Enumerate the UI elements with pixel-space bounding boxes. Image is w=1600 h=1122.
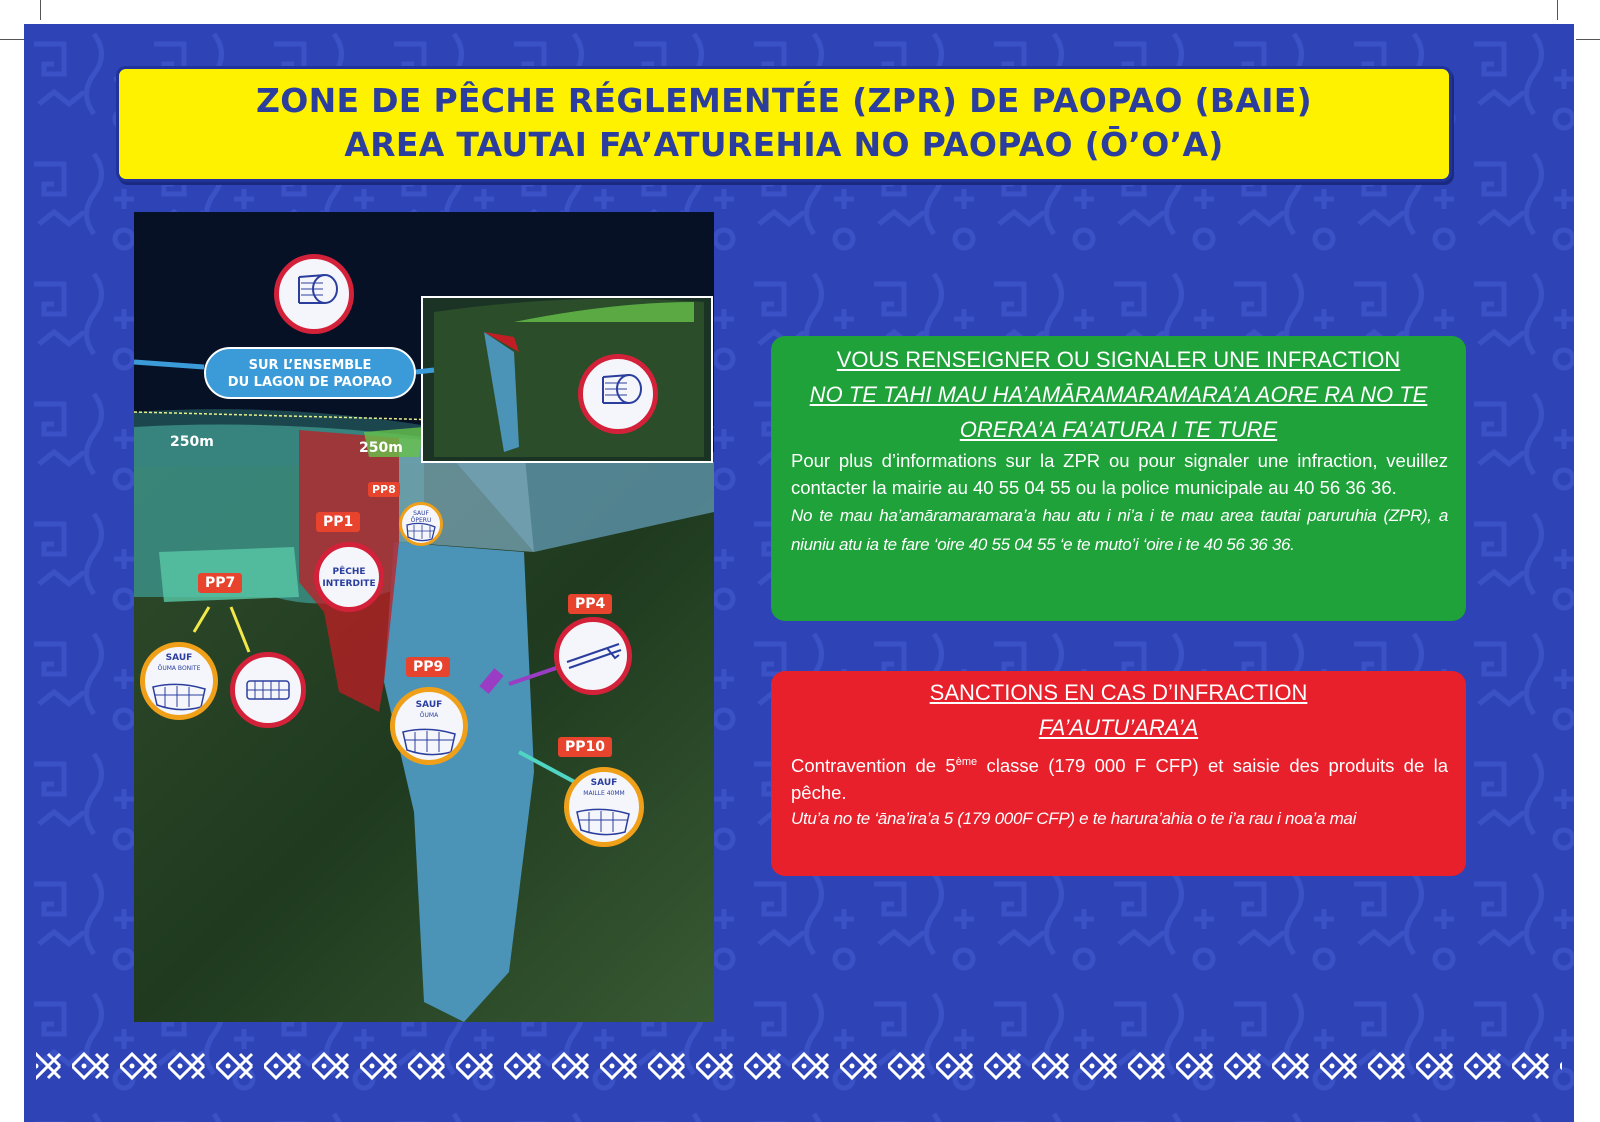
sanction-heading-tahitian: FA’AUTU’ARA’A <box>1038 715 1199 740</box>
zone-label-pp9: PP9 <box>406 657 450 677</box>
spear-gun-icon <box>554 617 632 695</box>
title-tahitian: AREA TAUTAI FA’ATUREHIA NO PAOPAO (Ō’O’A) <box>344 125 1224 164</box>
title-banner <box>116 66 1452 182</box>
info-body-tahitian: No te mau ha’amāramaramara’a hau atu i ni’a i te mau area tautai paruruhia (ZPR), a niuniu atu ia te fare ‘oire 40 55 04 55 ‘e te muto’i ‘oire i te 40 56 36 36. <box>791 506 1448 554</box>
distance-label-left: 250m <box>170 434 214 450</box>
crop-mark-left <box>0 39 24 40</box>
sauf-ouma-bonite-icon: SAUF ŌUMA BONITE <box>140 642 218 720</box>
trap-gear-icon <box>274 254 354 334</box>
title-french: ZONE DE PÊCHE RÉGLEMENTÉE (ZPR) DE PAOPAO (BAIE) <box>255 81 1312 120</box>
crop-mark-right <box>1576 39 1600 40</box>
info-heading-tahitian-line2: ORERA’A FA’ATURA I TE TURE <box>959 417 1278 442</box>
sauf-maille-40mm-icon: SAUF MAILLE 40MM <box>564 767 644 847</box>
info-heading-french: VOUS RENSEIGNER OU SIGNALER UNE INFRACTION <box>836 347 1401 372</box>
satellite-map <box>134 212 714 1022</box>
zone-label-pp4: PP4 <box>568 594 612 614</box>
sanction-body-tahitian: Utu’a no te ‘āna’ira’a 5 (179 000F CFP) e te harura’ahia o te i’a rau i noa’a mai <box>791 809 1357 829</box>
map-graphics <box>134 212 714 1022</box>
crop-mark-top-right <box>1557 0 1558 20</box>
lagoon-label: SUR L’ENSEMBLE DU LAGON DE PAOPAO <box>204 347 416 399</box>
sauf-ouma-icon: SAUF ŌUMA <box>390 687 468 765</box>
distance-label-right: 250m <box>359 440 403 456</box>
zone-label-pp1: PP1 <box>316 512 360 532</box>
sanction-heading-french: SANCTIONS EN CAS D’INFRACTION <box>929 680 1308 705</box>
crop-mark-top-left <box>40 0 41 20</box>
decorative-border-band <box>24 1046 1574 1086</box>
info-body-french: Pour plus d’informations sur la ZPR ou pour signaler une infraction, veuillez contacter la mairie au 40 55 04 55 ou la police municipale au 40 56 36 36. <box>791 450 1448 498</box>
zone-label-pp7: PP7 <box>198 573 242 593</box>
sanction-panel <box>771 671 1466 876</box>
zone-label-pp10: PP10 <box>558 737 612 757</box>
trap-gear-icon-inset <box>578 354 658 434</box>
sauf-operu-icon: SAUF ŌPERU <box>399 502 443 546</box>
sanction-body-french: Contravention de 5ème classe (179 000 F CFP) et saisie des produits de la pêche. <box>791 755 1448 804</box>
zone-label-pp8: PP8 <box>368 482 400 497</box>
info-panel <box>771 336 1466 621</box>
info-heading-tahitian-line1: NO TE TAHI MAU HA’AMĀRAMARAMARA’A AORE RA NO TE <box>809 382 1428 407</box>
poster <box>24 24 1574 1122</box>
peche-interdite-icon: PÊCHE INTERDITE <box>314 542 384 612</box>
gillnet-icon <box>230 652 306 728</box>
